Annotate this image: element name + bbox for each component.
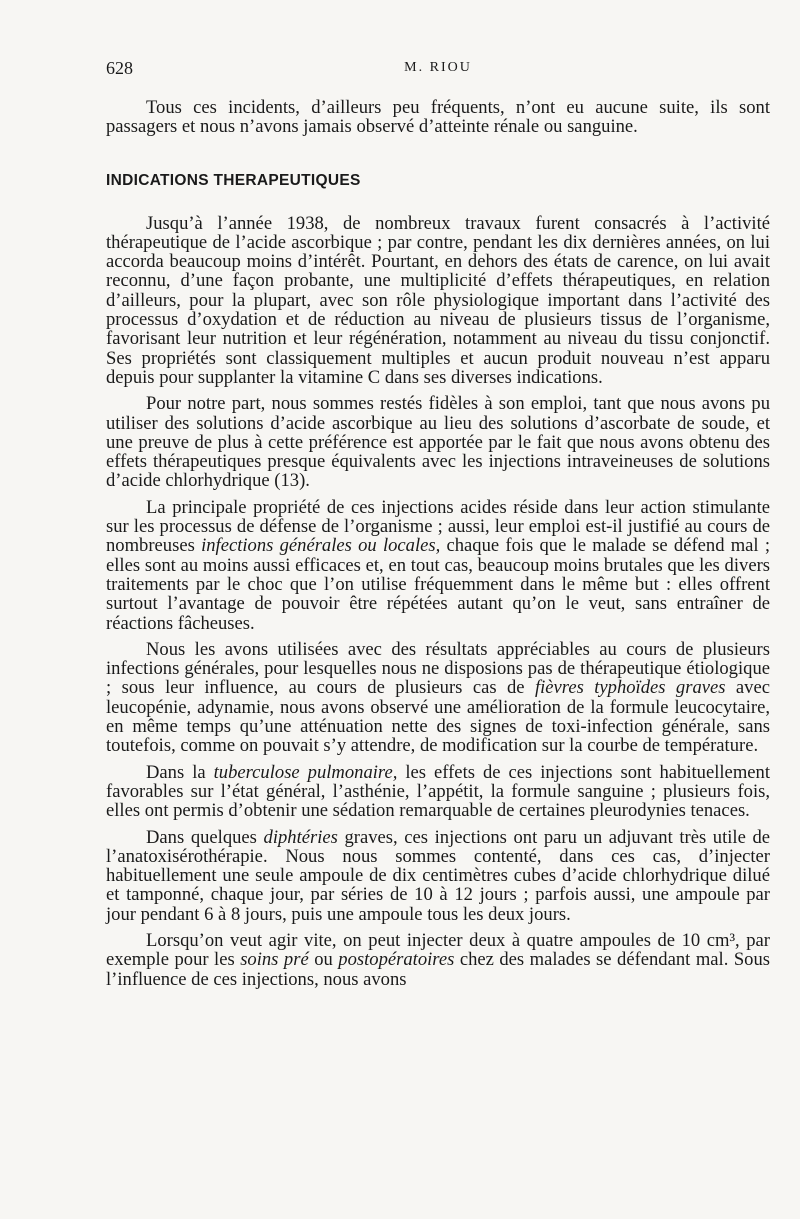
section-heading: INDICATIONS THERAPEUTIQUES bbox=[106, 171, 361, 189]
text-run: graves, ces injections ont paru un adjuvant très utile de l’anatoxisérothérapie. Nous nous sommes contenté, dans ces cas, d’injecter habituellement une seule ampoule de dix centimètres cubes d’acide chlorhydrique dilué et tamponné, chaque jour, par séries de 10 à 12 jours ; parfois aussi, une ampoule par jour pendant 6 à 8 jours, puis une ampoule tous les deux jours. bbox=[106, 826, 770, 925]
page-header bbox=[106, 58, 770, 82]
paragraph-diphtheria bbox=[106, 828, 770, 924]
italic-term: fièvres typhoïdes graves bbox=[534, 677, 726, 699]
paragraph-tuberculosis bbox=[106, 763, 770, 821]
text-run: Lorsqu’on veut agir vite, on peut injecter deux à quatre ampoules de 10 cm³, par exemple pour les bbox=[106, 929, 770, 971]
paragraph-history: Jusqu’à l’année 1938, de nombreux travaux furent consacrés à l’activité thérapeutique de l’acide ascorbique ; par contre, pendant les dix dernières années, on lui accorda beaucoup moins d’intérêt. Pourtant, en dehors des états de carence, on lui avait reconnu, d’une façon probante, une multiplicité d’effets thérapeutiques, en relation d’ailleurs, pour la plupart, avec son rôle physiologique important dans l’activité des processus d’oxydation et de réduction au niveau de plusieurs tissus de l’organisme, favorisant leur nutrition et leur régénération, notamment au niveau du tissu conjonctif. Ses propriétés sont classiquement multiples et aucun produit nouveau n’est apparu depuis pour supplanter la vitamine C dans ses diverses indications. bbox=[106, 212, 770, 388]
text-run: chaque fois que le malade se défend mal ; elles sont au moins aussi efficaces et, en tout cas, beaucoup moins brutales que les divers traitements par le choc que l’on utilise fréquemment dans le même but : elles offrent surtout l’avantage de pouvoir être répétées autant qu’on le veut, sans entraîner de réactions fâcheuses. bbox=[106, 535, 771, 634]
page-body bbox=[106, 98, 770, 989]
italic-term: soins pré bbox=[240, 949, 309, 971]
text-run: ou bbox=[308, 949, 339, 971]
paragraph-stimulant-action bbox=[106, 498, 770, 633]
text-run: chez des malades se défendant mal. Sous l’influence de ces injections, nous avons bbox=[106, 949, 771, 990]
italic-term: tuberculose pulmonaire, bbox=[213, 761, 398, 783]
paragraph-our-practice: Pour notre part, nous sommes restés fidèles à son emploi, tant que nous avons pu utiliser des solutions d’acide ascorbique au lieu des solutions d’ascorbate de soude, et une preuve de plus à cette préférence est apportée par le fait que nous avons obtenu des effets thérapeutiques presque équivalents avec les injections intraveineuses de solutions d’acide chlorhydrique (13). bbox=[106, 393, 770, 492]
text-run: Nous les avons utilisées avec des résultats appréciables au cours de plusieurs infections générales, pour lesquelles nous ne disposions pas de thérapeutique étiologique ; sous leur influence, au cours de plusieurs cas de bbox=[106, 638, 770, 699]
paragraph-incidents: Tous ces incidents, d’ailleurs peu fréquents, n’ont eu aucune suite, ils sont passagers et nous n’avons jamais observé d’atteinte rénale ou sanguine. bbox=[106, 97, 770, 138]
text-run: les effets de ces injections sont habituellement favorables sur l’état général, l’asthénie, l’appétit, la formule sanguine ; plusieurs fois, elles ont permis d’obtenir une sédation remarquable de certaines pleurodynies tenaces. bbox=[106, 761, 770, 822]
text-run: La principale propriété de ces injections acides réside dans leur action stimulante sur les processus de défense de l’organisme ; aussi, leur emploi est-il justifié au cours de nombreuses bbox=[106, 496, 770, 557]
italic-term: diphtéries bbox=[263, 826, 338, 848]
running-head: M. RIOU bbox=[404, 60, 472, 75]
page-number: 628 bbox=[106, 58, 133, 78]
paragraph-general-infections bbox=[106, 640, 770, 756]
text-run: Dans quelques bbox=[146, 826, 264, 848]
text-run: Dans la bbox=[146, 761, 214, 783]
paragraph-rapid-action bbox=[106, 931, 770, 989]
text-run: avec leucopénie, adynamie, nous avons observé une amélioration de la formule leucocytaire, en même temps qu’une atténuation nette des signes de toxi-infection générale, sans toutefois, comme on pouvait s’y attendre, de modification sur la courbe de température. bbox=[106, 677, 770, 757]
italic-term: infections générales ou locales, bbox=[201, 535, 441, 557]
italic-term: postopératoires bbox=[338, 949, 455, 971]
